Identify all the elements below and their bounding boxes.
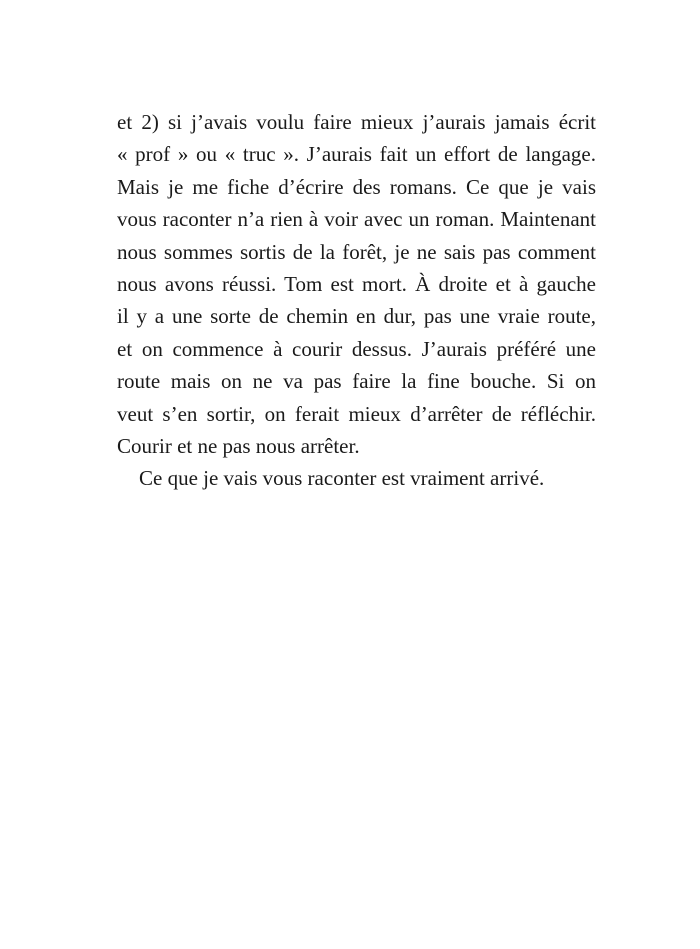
text-line: vous raconter n’a rien à voir avec un roman. Maintenant [117, 207, 596, 232]
text-line: et on commence à courir dessus. J’aurais préféré une [117, 336, 596, 361]
text-line: Ce que je vais vous raconter est vraiment arrivé. [139, 466, 545, 491]
text-line: Courir et ne pas nous arrêter. [117, 433, 360, 458]
text-line: Mais je me fiche d’écrire des romans. Ce que je vais [117, 174, 596, 199]
paragraph-2 [117, 462, 596, 494]
text-line: « prof » ou « truc ». J’aurais fait un effort de langage. [117, 142, 596, 167]
text-line: il y a une sorte de chemin en dur, pas une vraie route, [117, 304, 596, 329]
body-text [117, 106, 596, 495]
paragraph-1 [117, 106, 596, 462]
text-line: veut s’en sortir, on ferait mieux d’arrêter de réfléchir. [117, 401, 596, 426]
text-line: et 2) si j’avais voulu faire mieux j’aurais jamais écrit [117, 110, 596, 134]
text-line: route mais on ne va pas faire la fine bouche. Si on [117, 369, 596, 394]
text-line: nous sommes sortis de la forêt, je ne sais pas comment [117, 239, 596, 264]
text-line: nous avons réussi. Tom est mort. À droite et à gauche [117, 271, 596, 296]
